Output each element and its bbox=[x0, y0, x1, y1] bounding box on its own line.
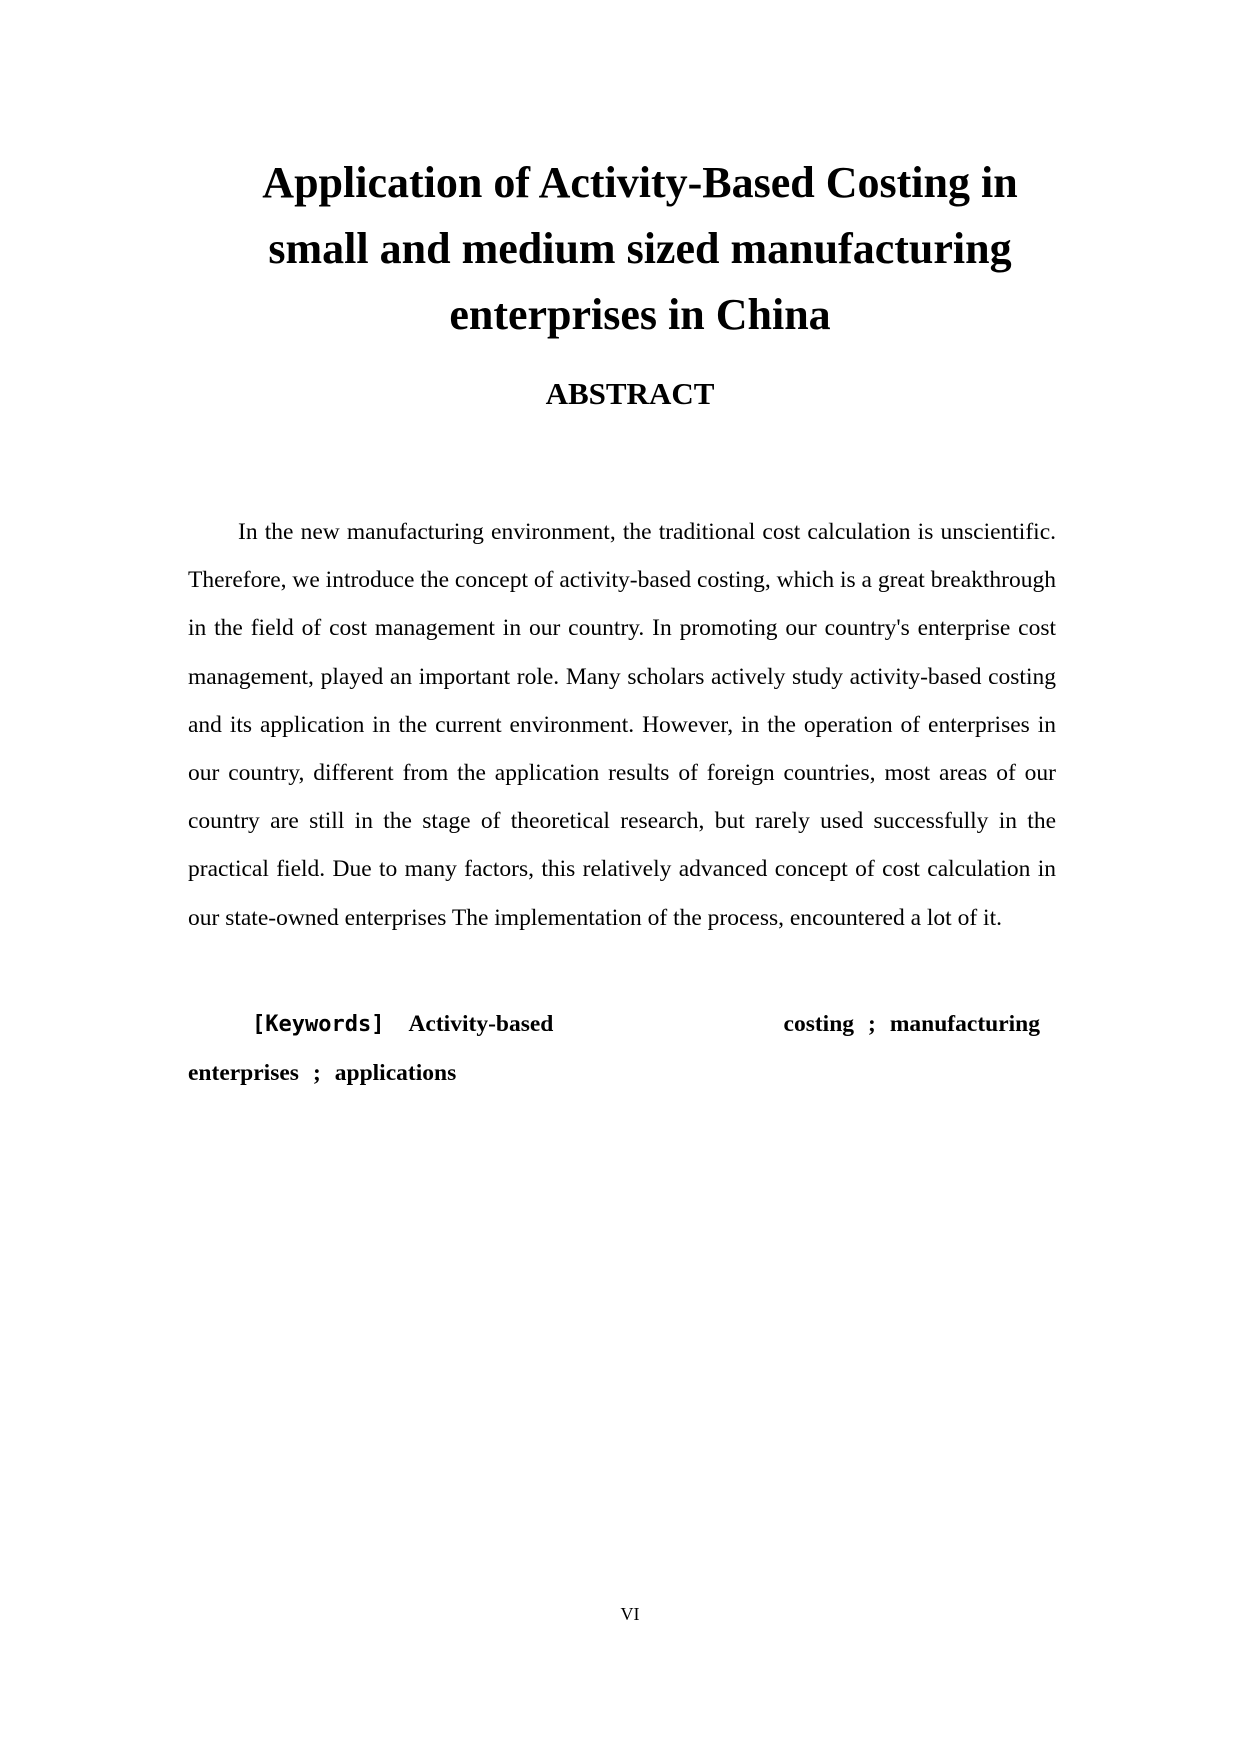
keyword-item: Activity-based costing bbox=[408, 1011, 855, 1037]
title-line-2: small and medium sized manufacturing bbox=[268, 224, 1012, 273]
keywords-label: [Keywords] bbox=[252, 1012, 385, 1037]
keyword-separator: ; bbox=[312, 1060, 321, 1086]
keyword-item: manufacturing enterprises bbox=[188, 1011, 1040, 1086]
keyword-separator: ; bbox=[868, 1011, 876, 1037]
abstract-paragraph: In the new manufacturing environment, the traditional cost calculation is unscientific. Therefore, we introduce the concept of activity-based costing, which is a great breakthrough in the field of cost management in our country. In promoting our country's enterprise cost management, played an important role. Many scholars actively study activity-based costing and its application in the current environment. However, in the operation of enterprises in our country, different from the application results of foreign countries, most areas of our country are still in the stage of theoretical research, but rarely used successfully in the practical field. Due to many factors, this relatively advanced concept of cost calculation in our state-owned enterprises The implementation of the process, encountered a lot of it. bbox=[188, 519, 1056, 931]
keyword-item: applications bbox=[334, 1060, 457, 1086]
abstract-heading: ABSTRACT bbox=[545, 376, 715, 411]
keywords-section bbox=[188, 1000, 1040, 1098]
page-number: VI bbox=[620, 1604, 640, 1624]
title-line-3: enterprises in China bbox=[449, 290, 831, 339]
title-line-1: Application of Activity-Based Costing in bbox=[262, 158, 1018, 207]
document-title bbox=[180, 150, 1100, 348]
